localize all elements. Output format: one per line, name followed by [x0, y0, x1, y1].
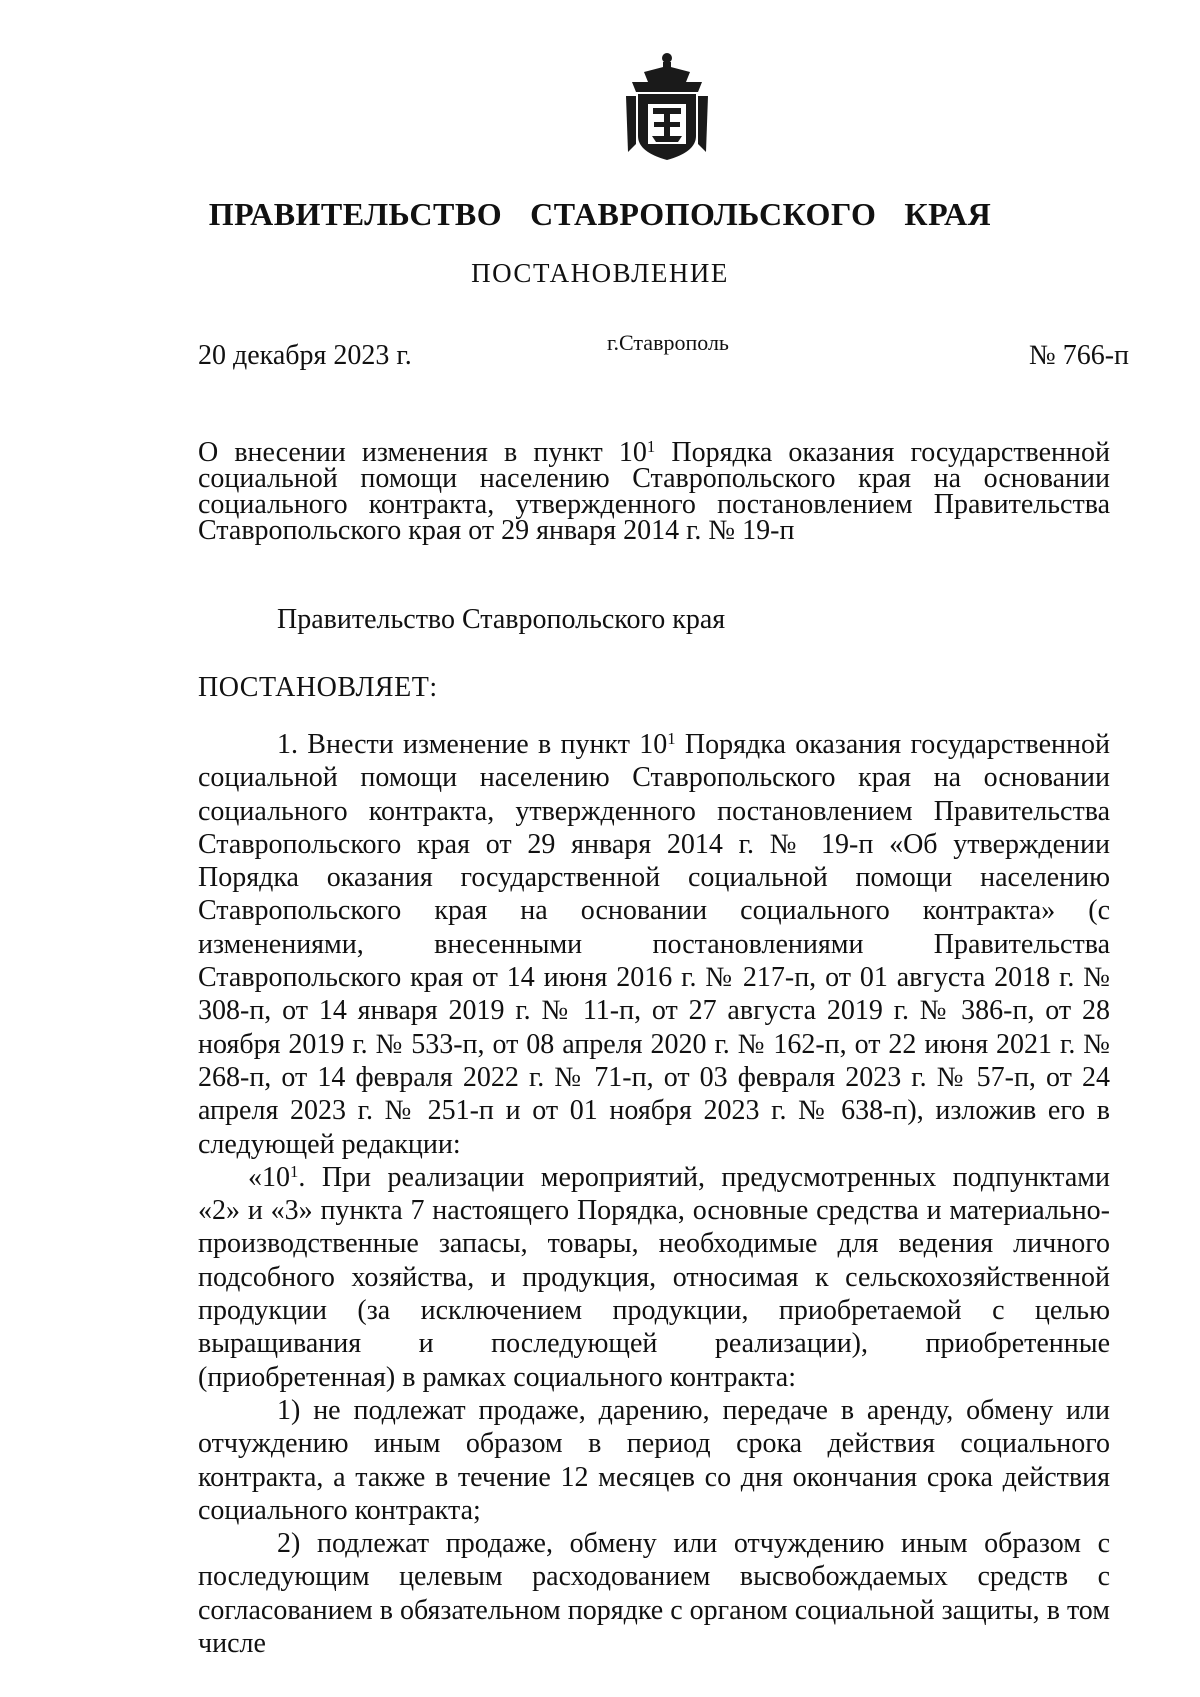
- preamble: Правительство Ставропольского края: [277, 604, 726, 635]
- paragraph-2: «$10^1$. При реализации мероприятий, предусмотренных подпунктами «2» и «3» пункта 7 настоящего Порядка, основные средства и материально-производственные запасы, товары, необходимые для ведения личного подсобного хозяйства, и продукция, относимая к сельскохозяйственной продукции (за исключением продукции, приобретаемой с целью выращивания и последующей реализации), приобретенные (приобретенная) в рамках социального контракта:: [198, 1161, 1110, 1393]
- paragraph-1: 1. Внести изменение в пункт $10^1$ Порядка оказания государственной социальной помощи населению Ставропольского края на основании социального контракта, утвержденного постановлением Правительства Ставропольского края от 29 января 2014 г. № 19-п «Об утверждении Порядка оказания государственной социальной помощи населению Ставропольского края на основании социального контракта» (с изменениями, внесенными постановлениями Правительства Ставропольского края от 14 июня 2016 г. № 217-п, от 01 августа 2018 г. № 308-п, от 14 января 2019 г. № 11-п, от 27 августа 2019 г. № 386-п, от 28 ноября 2019 г. № 533-п, от 08 апреля 2020 г. № 162-п, от 22 июня 2021 г. № 268-п, от 14 февраля 2022 г. № 71-п, от 03 февраля 2023 г. № 57-п, от 24 апреля 2023 г. № 251-п и от 01 ноября 2023 г. № 638-п), изложив его в следующей редакции:: [198, 728, 1110, 1160]
- document-city: г.Ставрополь: [607, 330, 729, 355]
- resolve-heading: ПОСТАНОВЛЯЕТ:: [198, 672, 438, 703]
- document-number: № 766-п: [1029, 340, 1130, 371]
- document-title: О внесении изменения в пункт $10^1$ Порядка оказания государственной социальной помощи населению Ставропольского края на основании социального контракта, утвержденного постановлением Правительства Ставропольского края от 29 января 2014 г. № 19-п: [198, 436, 1110, 546]
- document-date: 20 декабря 2023 г.: [198, 340, 412, 371]
- coat-of-arms-emblem: [624, 52, 710, 164]
- document-type: ПОСТАНОВЛЕНИЕ: [471, 258, 729, 288]
- paragraph-4: 2) подлежат продаже, обмену или отчуждению иным образом с последующим целевым расходованием высвобождаемых средств с согласованием в обязательном порядке с органом социальной защиты, в том числе: [198, 1528, 1110, 1660]
- authority-name: ПРАВИТЕЛЬСТВО СТАВРОПОЛЬСКОГО КРАЯ: [208, 196, 992, 232]
- paragraph-3: 1) не подлежат продаже, дарению, передаче в аренду, обмену или отчуждению иным образом в период срока действия социального контракта, а также в течение 12 месяцев со дня окончания срока действия социального контракта;: [198, 1394, 1110, 1526]
- document-body: [198, 728, 1110, 1660]
